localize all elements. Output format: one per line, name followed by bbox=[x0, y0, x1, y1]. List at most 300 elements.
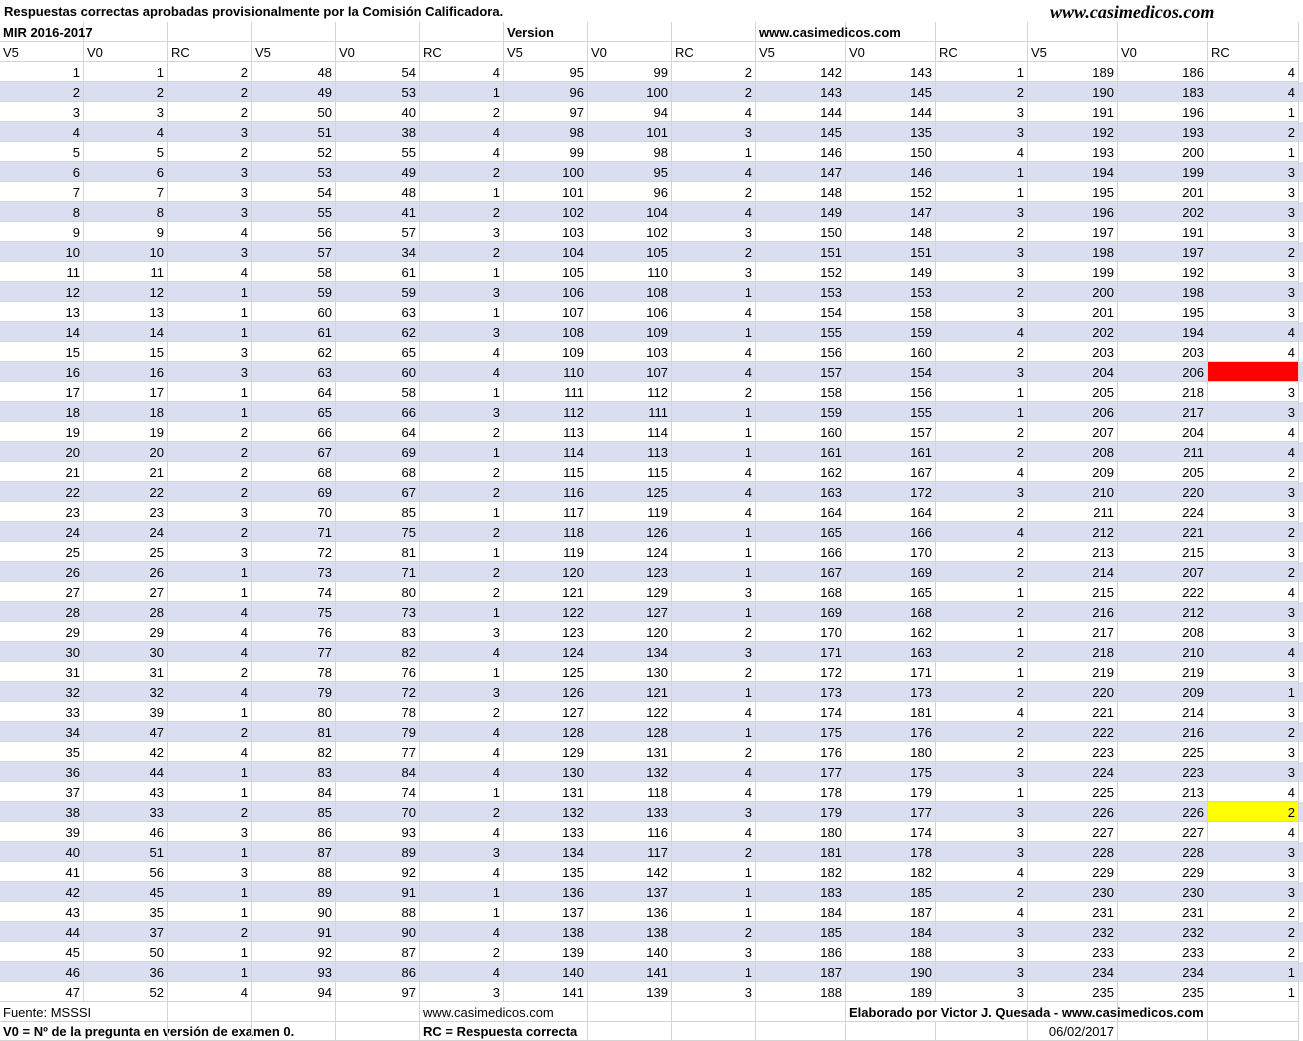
table-cell: 3 bbox=[936, 482, 1028, 502]
table-cell: 67 bbox=[252, 442, 336, 462]
table-cell: 60 bbox=[336, 362, 420, 382]
table-cell: 2 bbox=[168, 722, 252, 742]
table-cell: 4 bbox=[1208, 782, 1299, 802]
table-cell bbox=[1208, 362, 1299, 382]
table-cell: 102 bbox=[504, 202, 588, 222]
table-cell: 231 bbox=[1118, 902, 1208, 922]
table-cell: 228 bbox=[1028, 842, 1118, 862]
table-cell: 4 bbox=[0, 122, 84, 142]
table-cell: 155 bbox=[756, 322, 846, 342]
column-header-rc: RC bbox=[672, 42, 756, 62]
table-cell: 3 bbox=[672, 262, 756, 282]
subheader-cell bbox=[1208, 22, 1299, 42]
table-cell: 117 bbox=[588, 842, 672, 862]
table-cell: 51 bbox=[84, 842, 168, 862]
table-cell: 177 bbox=[846, 802, 936, 822]
table-cell: 64 bbox=[252, 382, 336, 402]
table-cell: 224 bbox=[1118, 502, 1208, 522]
table-cell: 137 bbox=[504, 902, 588, 922]
table-cell: 67 bbox=[336, 482, 420, 502]
table-cell: 3 bbox=[1208, 262, 1299, 282]
table-cell: 2 bbox=[672, 382, 756, 402]
table-cell: 118 bbox=[588, 782, 672, 802]
table-cell: 217 bbox=[1028, 622, 1118, 642]
table-cell: 232 bbox=[1028, 922, 1118, 942]
table-cell: 2 bbox=[936, 442, 1028, 462]
table-cell: 19 bbox=[84, 422, 168, 442]
table-cell: 162 bbox=[846, 622, 936, 642]
table-cell: 49 bbox=[252, 82, 336, 102]
table-cell: 99 bbox=[588, 62, 672, 82]
table-row bbox=[0, 682, 1303, 702]
table-cell: 78 bbox=[336, 702, 420, 722]
table-cell: 126 bbox=[504, 682, 588, 702]
table-cell: 190 bbox=[1028, 82, 1118, 102]
table-cell: 2 bbox=[936, 722, 1028, 742]
subheader-cell bbox=[84, 22, 168, 42]
table-cell: 4 bbox=[168, 982, 252, 1002]
table-cell: 4 bbox=[672, 362, 756, 382]
table-cell: 173 bbox=[846, 682, 936, 702]
subheader-cell bbox=[846, 22, 936, 42]
table-cell: 115 bbox=[504, 462, 588, 482]
table-cell: 55 bbox=[336, 142, 420, 162]
table-cell: 2 bbox=[1208, 902, 1299, 922]
table-cell: 3 bbox=[420, 322, 504, 342]
table-cell: 202 bbox=[1118, 202, 1208, 222]
table-cell: 3 bbox=[936, 762, 1028, 782]
table-cell: 2 bbox=[1208, 562, 1299, 582]
table-cell: 3 bbox=[168, 362, 252, 382]
table-cell: 187 bbox=[846, 902, 936, 922]
table-cell: 25 bbox=[0, 542, 84, 562]
table-cell: 120 bbox=[588, 622, 672, 642]
table-cell: 2 bbox=[936, 882, 1028, 902]
table-cell: 1 bbox=[84, 62, 168, 82]
table-cell: 35 bbox=[0, 742, 84, 762]
table-cell: 116 bbox=[504, 482, 588, 502]
title-row bbox=[0, 0, 1303, 22]
table-cell: 124 bbox=[588, 542, 672, 562]
footer-cell bbox=[84, 1022, 168, 1041]
table-row bbox=[0, 322, 1303, 342]
table-cell: 3 bbox=[1208, 502, 1299, 522]
table-cell: 1 bbox=[168, 782, 252, 802]
table-cell: 117 bbox=[504, 502, 588, 522]
table-cell: 2 bbox=[672, 622, 756, 642]
table-cell: 45 bbox=[84, 882, 168, 902]
table-cell: 77 bbox=[252, 642, 336, 662]
table-cell: 131 bbox=[504, 782, 588, 802]
table-cell: 3 bbox=[1208, 402, 1299, 422]
table-cell: 2 bbox=[420, 702, 504, 722]
table-cell: 85 bbox=[252, 802, 336, 822]
table-cell: 200 bbox=[1028, 282, 1118, 302]
table-cell: 4 bbox=[672, 462, 756, 482]
table-cell: 92 bbox=[252, 942, 336, 962]
table-cell: 4 bbox=[420, 122, 504, 142]
table-cell: 2 bbox=[1208, 722, 1299, 742]
table-cell: 3 bbox=[672, 802, 756, 822]
table-cell: 43 bbox=[84, 782, 168, 802]
table-cell: 4 bbox=[1208, 62, 1299, 82]
table-cell: 4 bbox=[420, 762, 504, 782]
table-cell: 3 bbox=[420, 982, 504, 1002]
table-cell: 2 bbox=[420, 522, 504, 542]
table-cell: 201 bbox=[1028, 302, 1118, 322]
table-cell: 4 bbox=[936, 462, 1028, 482]
table-cell: 3 bbox=[84, 102, 168, 122]
table-cell: 96 bbox=[588, 182, 672, 202]
table-cell: 179 bbox=[846, 782, 936, 802]
table-cell: 1 bbox=[168, 402, 252, 422]
table-cell: 220 bbox=[1118, 482, 1208, 502]
table-cell: 159 bbox=[756, 402, 846, 422]
table-cell: 1 bbox=[168, 562, 252, 582]
table-cell: 3 bbox=[672, 642, 756, 662]
footer-cell bbox=[672, 1022, 756, 1041]
table-cell: 4 bbox=[672, 482, 756, 502]
footer-cell bbox=[1118, 1002, 1208, 1022]
table-cell: 3 bbox=[1208, 742, 1299, 762]
table-cell: 137 bbox=[588, 882, 672, 902]
table-cell: 2 bbox=[84, 82, 168, 102]
table-cell: 1 bbox=[168, 902, 252, 922]
table-cell: 93 bbox=[336, 822, 420, 842]
table-cell: 3 bbox=[936, 102, 1028, 122]
table-cell: 3 bbox=[936, 822, 1028, 842]
table-cell: 3 bbox=[936, 202, 1028, 222]
table-cell: 172 bbox=[756, 662, 846, 682]
table-row bbox=[0, 942, 1303, 962]
table-cell: 1 bbox=[672, 442, 756, 462]
table-cell: 1 bbox=[672, 722, 756, 742]
table-cell: 162 bbox=[756, 462, 846, 482]
table-row bbox=[0, 422, 1303, 442]
table-cell: 59 bbox=[252, 282, 336, 302]
table-cell: 89 bbox=[336, 842, 420, 862]
table-cell: 4 bbox=[936, 142, 1028, 162]
table-cell: 177 bbox=[756, 762, 846, 782]
table-cell: 176 bbox=[846, 722, 936, 742]
table-cell: 214 bbox=[1028, 562, 1118, 582]
table-cell: 232 bbox=[1118, 922, 1208, 942]
brand-watermark: www.casimedicos.com bbox=[1050, 2, 1215, 22]
table-cell: 2 bbox=[936, 502, 1028, 522]
table-cell: 127 bbox=[588, 602, 672, 622]
table-cell: 95 bbox=[588, 162, 672, 182]
table-cell: 108 bbox=[588, 282, 672, 302]
table-cell: 4 bbox=[420, 822, 504, 842]
table-cell: 2 bbox=[168, 82, 252, 102]
table-cell: 112 bbox=[588, 382, 672, 402]
exam-label: MIR 2016-2017 bbox=[0, 22, 84, 42]
table-cell: 104 bbox=[588, 202, 672, 222]
table-cell: 73 bbox=[252, 562, 336, 582]
table-cell: 69 bbox=[252, 482, 336, 502]
table-cell: 58 bbox=[252, 262, 336, 282]
table-cell: 2 bbox=[936, 562, 1028, 582]
table-cell: 3 bbox=[1208, 482, 1299, 502]
table-cell: 2 bbox=[1208, 922, 1299, 942]
table-cell: 4 bbox=[672, 822, 756, 842]
table-cell: 4 bbox=[936, 322, 1028, 342]
table-cell: 86 bbox=[252, 822, 336, 842]
table-cell: 41 bbox=[336, 202, 420, 222]
table-row bbox=[0, 622, 1303, 642]
table-cell: 122 bbox=[588, 702, 672, 722]
table-cell: 195 bbox=[1028, 182, 1118, 202]
table-cell: 198 bbox=[1118, 282, 1208, 302]
table-cell: 91 bbox=[336, 882, 420, 902]
table-cell: 50 bbox=[252, 102, 336, 122]
footer-cell bbox=[1118, 1022, 1208, 1041]
table-cell: 194 bbox=[1118, 322, 1208, 342]
table-cell: 233 bbox=[1118, 942, 1208, 962]
subheader-site: www.casimedicos.com bbox=[756, 22, 846, 42]
table-cell: 45 bbox=[0, 942, 84, 962]
table-cell: 99 bbox=[504, 142, 588, 162]
table-cell: 168 bbox=[756, 582, 846, 602]
table-cell: 16 bbox=[84, 362, 168, 382]
table-cell: 82 bbox=[336, 642, 420, 662]
subheader-cell bbox=[588, 22, 672, 42]
table-cell: 161 bbox=[846, 442, 936, 462]
table-cell: 217 bbox=[1118, 402, 1208, 422]
table-cell: 130 bbox=[504, 762, 588, 782]
table-cell: 72 bbox=[252, 542, 336, 562]
table-cell: 4 bbox=[1208, 342, 1299, 362]
table-cell: 140 bbox=[504, 962, 588, 982]
table-cell: 151 bbox=[756, 242, 846, 262]
table-row bbox=[0, 262, 1303, 282]
table-cell: 152 bbox=[756, 262, 846, 282]
table-cell: 3 bbox=[1208, 302, 1299, 322]
table-cell: 101 bbox=[588, 122, 672, 142]
table-cell: 2 bbox=[420, 562, 504, 582]
table-row bbox=[0, 782, 1303, 802]
table-cell: 124 bbox=[504, 642, 588, 662]
table-row bbox=[0, 802, 1303, 822]
table-cell: 84 bbox=[252, 782, 336, 802]
table-cell: 4 bbox=[672, 342, 756, 362]
table-cell: 180 bbox=[756, 822, 846, 842]
table-row bbox=[0, 182, 1303, 202]
table-cell: 3 bbox=[168, 162, 252, 182]
table-cell: 116 bbox=[588, 822, 672, 842]
table-cell: 131 bbox=[588, 742, 672, 762]
table-cell: 212 bbox=[1028, 522, 1118, 542]
subheader-row bbox=[0, 22, 1303, 42]
table-cell: 3 bbox=[168, 822, 252, 842]
table-cell: 155 bbox=[846, 402, 936, 422]
table-cell: 128 bbox=[588, 722, 672, 742]
table-cell: 152 bbox=[846, 182, 936, 202]
table-cell: 101 bbox=[504, 182, 588, 202]
table-row bbox=[0, 542, 1303, 562]
table-cell: 193 bbox=[1118, 122, 1208, 142]
table-cell: 106 bbox=[504, 282, 588, 302]
table-cell: 157 bbox=[756, 362, 846, 382]
table-cell: 150 bbox=[756, 222, 846, 242]
footer-cell bbox=[756, 1002, 846, 1022]
table-cell: 1 bbox=[672, 142, 756, 162]
table-cell: 12 bbox=[84, 282, 168, 302]
table-cell: 159 bbox=[846, 322, 936, 342]
table-cell: 169 bbox=[846, 562, 936, 582]
table-cell: 129 bbox=[588, 582, 672, 602]
table-cell: 100 bbox=[504, 162, 588, 182]
table-cell: 166 bbox=[846, 522, 936, 542]
table-row bbox=[0, 142, 1303, 162]
footer-cell bbox=[504, 1002, 588, 1022]
table-cell: 2 bbox=[1208, 242, 1299, 262]
table-cell: 3 bbox=[420, 402, 504, 422]
table-cell: 132 bbox=[504, 802, 588, 822]
table-cell: 14 bbox=[84, 322, 168, 342]
table-cell: 54 bbox=[336, 62, 420, 82]
table-cell: 10 bbox=[84, 242, 168, 262]
table-cell: 16 bbox=[0, 362, 84, 382]
table-cell: 4 bbox=[1208, 442, 1299, 462]
table-cell: 1 bbox=[672, 902, 756, 922]
table-cell: 100 bbox=[588, 82, 672, 102]
table-cell: 4 bbox=[936, 902, 1028, 922]
table-cell: 1 bbox=[1208, 962, 1299, 982]
table-cell: 74 bbox=[252, 582, 336, 602]
table-cell: 1 bbox=[420, 382, 504, 402]
table-cell: 3 bbox=[1208, 382, 1299, 402]
table-cell: 47 bbox=[84, 722, 168, 742]
table-cell: 2 bbox=[420, 102, 504, 122]
table-cell: 61 bbox=[252, 322, 336, 342]
table-cell: 8 bbox=[0, 202, 84, 222]
table-cell: 2 bbox=[1208, 802, 1299, 822]
table-cell: 1 bbox=[168, 302, 252, 322]
table-cell: 3 bbox=[420, 222, 504, 242]
table-cell: 95 bbox=[504, 62, 588, 82]
table-cell: 223 bbox=[1118, 762, 1208, 782]
table-cell: 50 bbox=[84, 942, 168, 962]
table-cell: 222 bbox=[1028, 722, 1118, 742]
table-cell: 13 bbox=[84, 302, 168, 322]
table-cell: 92 bbox=[336, 862, 420, 882]
table-cell: 205 bbox=[1118, 462, 1208, 482]
table-cell: 2 bbox=[936, 642, 1028, 662]
table-cell: 133 bbox=[588, 802, 672, 822]
table-row bbox=[0, 462, 1303, 482]
table-cell: 2 bbox=[168, 662, 252, 682]
table-cell: 170 bbox=[756, 622, 846, 642]
column-header-v5: V5 bbox=[0, 42, 84, 62]
subheader-cell bbox=[252, 22, 336, 42]
table-cell: 1 bbox=[168, 702, 252, 722]
table-cell: 111 bbox=[588, 402, 672, 422]
footer-source: Fuente: MSSSI bbox=[0, 1002, 84, 1022]
table-cell: 141 bbox=[588, 962, 672, 982]
column-header-v5: V5 bbox=[252, 42, 336, 62]
table-cell: 2 bbox=[936, 222, 1028, 242]
table-cell: 33 bbox=[0, 702, 84, 722]
table-cell: 121 bbox=[588, 682, 672, 702]
footer-cell bbox=[846, 1022, 936, 1041]
table-cell: 189 bbox=[1028, 62, 1118, 82]
table-cell: 3 bbox=[1208, 182, 1299, 202]
table-cell: 68 bbox=[252, 462, 336, 482]
table-cell: 4 bbox=[420, 642, 504, 662]
table-cell: 40 bbox=[336, 102, 420, 122]
table-cell: 149 bbox=[846, 262, 936, 282]
table-cell: 113 bbox=[588, 442, 672, 462]
table-cell: 71 bbox=[336, 562, 420, 582]
table-row bbox=[0, 662, 1303, 682]
table-cell: 214 bbox=[1118, 702, 1208, 722]
table-cell: 1 bbox=[672, 602, 756, 622]
table-cell: 4 bbox=[168, 742, 252, 762]
table-cell: 1 bbox=[168, 962, 252, 982]
table-cell: 123 bbox=[588, 562, 672, 582]
table-cell: 3 bbox=[1208, 162, 1299, 182]
table-cell: 188 bbox=[846, 942, 936, 962]
table-cell: 127 bbox=[504, 702, 588, 722]
table-cell: 40 bbox=[0, 842, 84, 862]
footer-cell bbox=[504, 1022, 588, 1041]
table-cell: 215 bbox=[1028, 582, 1118, 602]
column-header-row bbox=[0, 42, 1303, 62]
table-cell: 171 bbox=[846, 662, 936, 682]
table-cell: 8 bbox=[84, 202, 168, 222]
table-cell: 1 bbox=[672, 682, 756, 702]
subheader-cell bbox=[336, 22, 420, 42]
column-header-v0: V0 bbox=[84, 42, 168, 62]
table-cell: 171 bbox=[756, 642, 846, 662]
table-cell: 136 bbox=[504, 882, 588, 902]
table-cell: 133 bbox=[504, 822, 588, 842]
table-cell: 3 bbox=[936, 362, 1028, 382]
table-cell: 4 bbox=[84, 122, 168, 142]
table-row bbox=[0, 862, 1303, 882]
table-cell: 27 bbox=[0, 582, 84, 602]
table-row bbox=[0, 222, 1303, 242]
table-cell: 110 bbox=[504, 362, 588, 382]
table-cell: 51 bbox=[252, 122, 336, 142]
table-cell: 227 bbox=[1028, 822, 1118, 842]
table-cell: 203 bbox=[1028, 342, 1118, 362]
table-cell: 3 bbox=[936, 922, 1028, 942]
table-cell: 207 bbox=[1118, 562, 1208, 582]
table-cell: 146 bbox=[756, 142, 846, 162]
footer-cell bbox=[1208, 1002, 1299, 1022]
table-cell: 5 bbox=[0, 142, 84, 162]
footer-cell bbox=[336, 1002, 420, 1022]
table-row bbox=[0, 82, 1303, 102]
table-cell: 230 bbox=[1028, 882, 1118, 902]
table-cell: 2 bbox=[420, 942, 504, 962]
table-cell: 130 bbox=[588, 662, 672, 682]
footer-site: www.casimedicos.com bbox=[420, 1002, 504, 1022]
table-cell: 199 bbox=[1118, 162, 1208, 182]
table-cell: 221 bbox=[1118, 522, 1208, 542]
table-cell: 175 bbox=[846, 762, 936, 782]
table-cell: 2 bbox=[168, 802, 252, 822]
table-cell: 60 bbox=[252, 302, 336, 322]
table-cell: 218 bbox=[1028, 642, 1118, 662]
table-cell: 4 bbox=[420, 922, 504, 942]
table-cell: 200 bbox=[1118, 142, 1208, 162]
table-cell: 234 bbox=[1028, 962, 1118, 982]
table-cell: 38 bbox=[0, 802, 84, 822]
table-cell: 229 bbox=[1028, 862, 1118, 882]
